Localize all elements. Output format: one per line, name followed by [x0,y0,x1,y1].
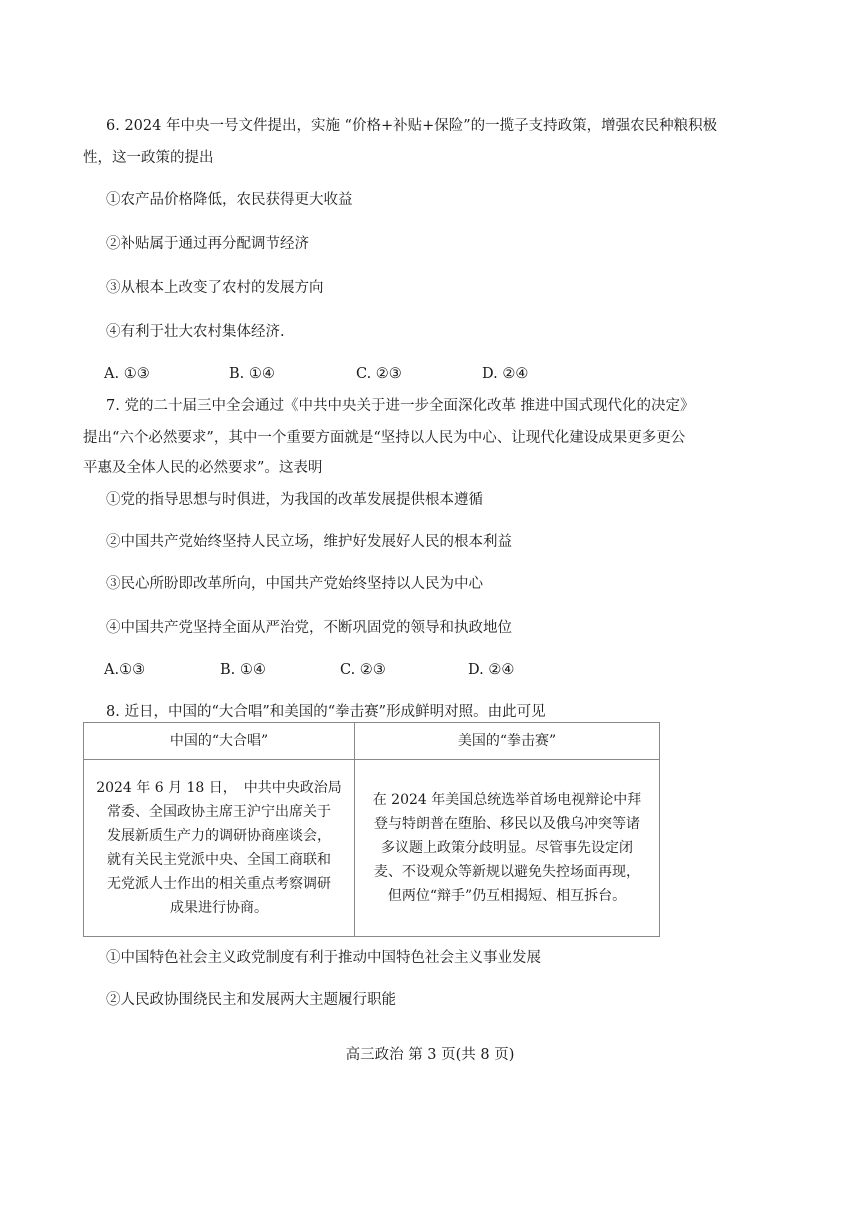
q6-item-2: ②补贴属于通过再分配调节经济 [106,236,309,252]
usa-line: 在 2024 年美国总统选举首场电视辩论中拜 [372,792,642,808]
china-line: 发展新质生产力的调研协商座谈会， [107,828,331,844]
usa-line: 多议题上政策分歧明显。尽管事先设定闭 [381,840,633,856]
table-header-china: 中国的“大合唱” [84,723,355,760]
china-line: 成果进行协商。 [170,900,268,916]
q6-stem-line2: 性，这一政策的提出 [83,150,214,166]
china-line: 2024 年 6 月 18 日， 中共中央政治局 [96,780,342,796]
q7-option-b[interactable]: B. ①④ [220,662,266,678]
q8-item-2: ②人民政协围绕民主和发展两大主题履行职能 [106,992,396,1008]
q6-item-1: ①农产品价格降低，农民获得更大收益 [106,192,353,208]
usa-line: 麦、不设观众等新规以避免失控场面再现， [374,864,640,880]
table-cell-china [84,760,355,937]
table-cell-usa [355,760,660,937]
q8-item-1: ①中国特色社会主义政党制度有利于推动中国特色社会主义事业发展 [106,950,541,966]
q7-stem-line2: 提出“六个必然要求”，其中一个重要方面就是“坚持以人民为中心、让现代化建设成果更多更公 [83,430,686,446]
table-row [84,760,660,937]
china-line: 无党派人士作出的相关重点考察调研 [107,876,331,892]
q6-stem-line1: 6. 2024 年中央一号文件提出，实施 “价格+补贴+保险”的一揽子支持政策，增强农民种粮积极 [106,118,718,134]
q7-option-c[interactable]: C. ②③ [340,662,386,678]
q7-item-3: ③民心所盼即改革所向，中国共产党始终坚持以人民为中心 [106,576,483,592]
q7-option-d[interactable]: D. ②④ [468,662,515,678]
q6-item-3: ③从根本上改变了农村的发展方向 [106,280,324,296]
table-header-usa: 美国的“拳击赛” [355,723,660,760]
china-line: 就有关民主党派中央、全国工商联和 [107,852,331,868]
q7-item-2: ②中国共产党始终坚持人民立场，维护好发展好人民的根本利益 [106,534,512,550]
q7-stem-line1: 7. 党的二十届三中全会通过《中共中央关于进一步全面深化改革 推进中国式现代化的决定》 [106,398,695,414]
q6-option-b[interactable]: B. ①④ [229,366,275,382]
usa-line: 但两位“辩手”仍互相揭短、相互拆台。 [387,888,627,904]
q6-option-a[interactable]: A. ①③ [104,366,150,382]
q7-item-1: ①党的指导思想与时俱进，为我国的改革发展提供根本遵循 [106,492,483,508]
page-footer: 高三政治 第 3 页(共 8 页) [345,1047,515,1063]
q7-item-4: ④中国共产党坚持全面从严治党，不断巩固党的领导和执政地位 [106,620,512,636]
usa-line: 登与特朗普在堕胎、移民以及俄乌冲突等诸 [374,816,640,832]
q6-option-c[interactable]: C. ②③ [356,366,402,382]
q7-stem-line3: 平惠及全体人民的必然要求”。这表明 [83,460,323,476]
comparison-table [83,722,660,937]
table-header-row [84,723,660,760]
q7-option-a[interactable]: A.①③ [104,662,146,678]
q8-stem: 8. 近日，中国的“大合唱”和美国的“拳击赛”形成鲜明对照。由此可见 [106,704,546,720]
china-line: 常委、全国政协主席王沪宁出席关于 [107,804,331,820]
q6-option-d[interactable]: D. ②④ [482,366,529,382]
q6-item-4: ④有利于壮大农村集体经济. [106,324,285,340]
